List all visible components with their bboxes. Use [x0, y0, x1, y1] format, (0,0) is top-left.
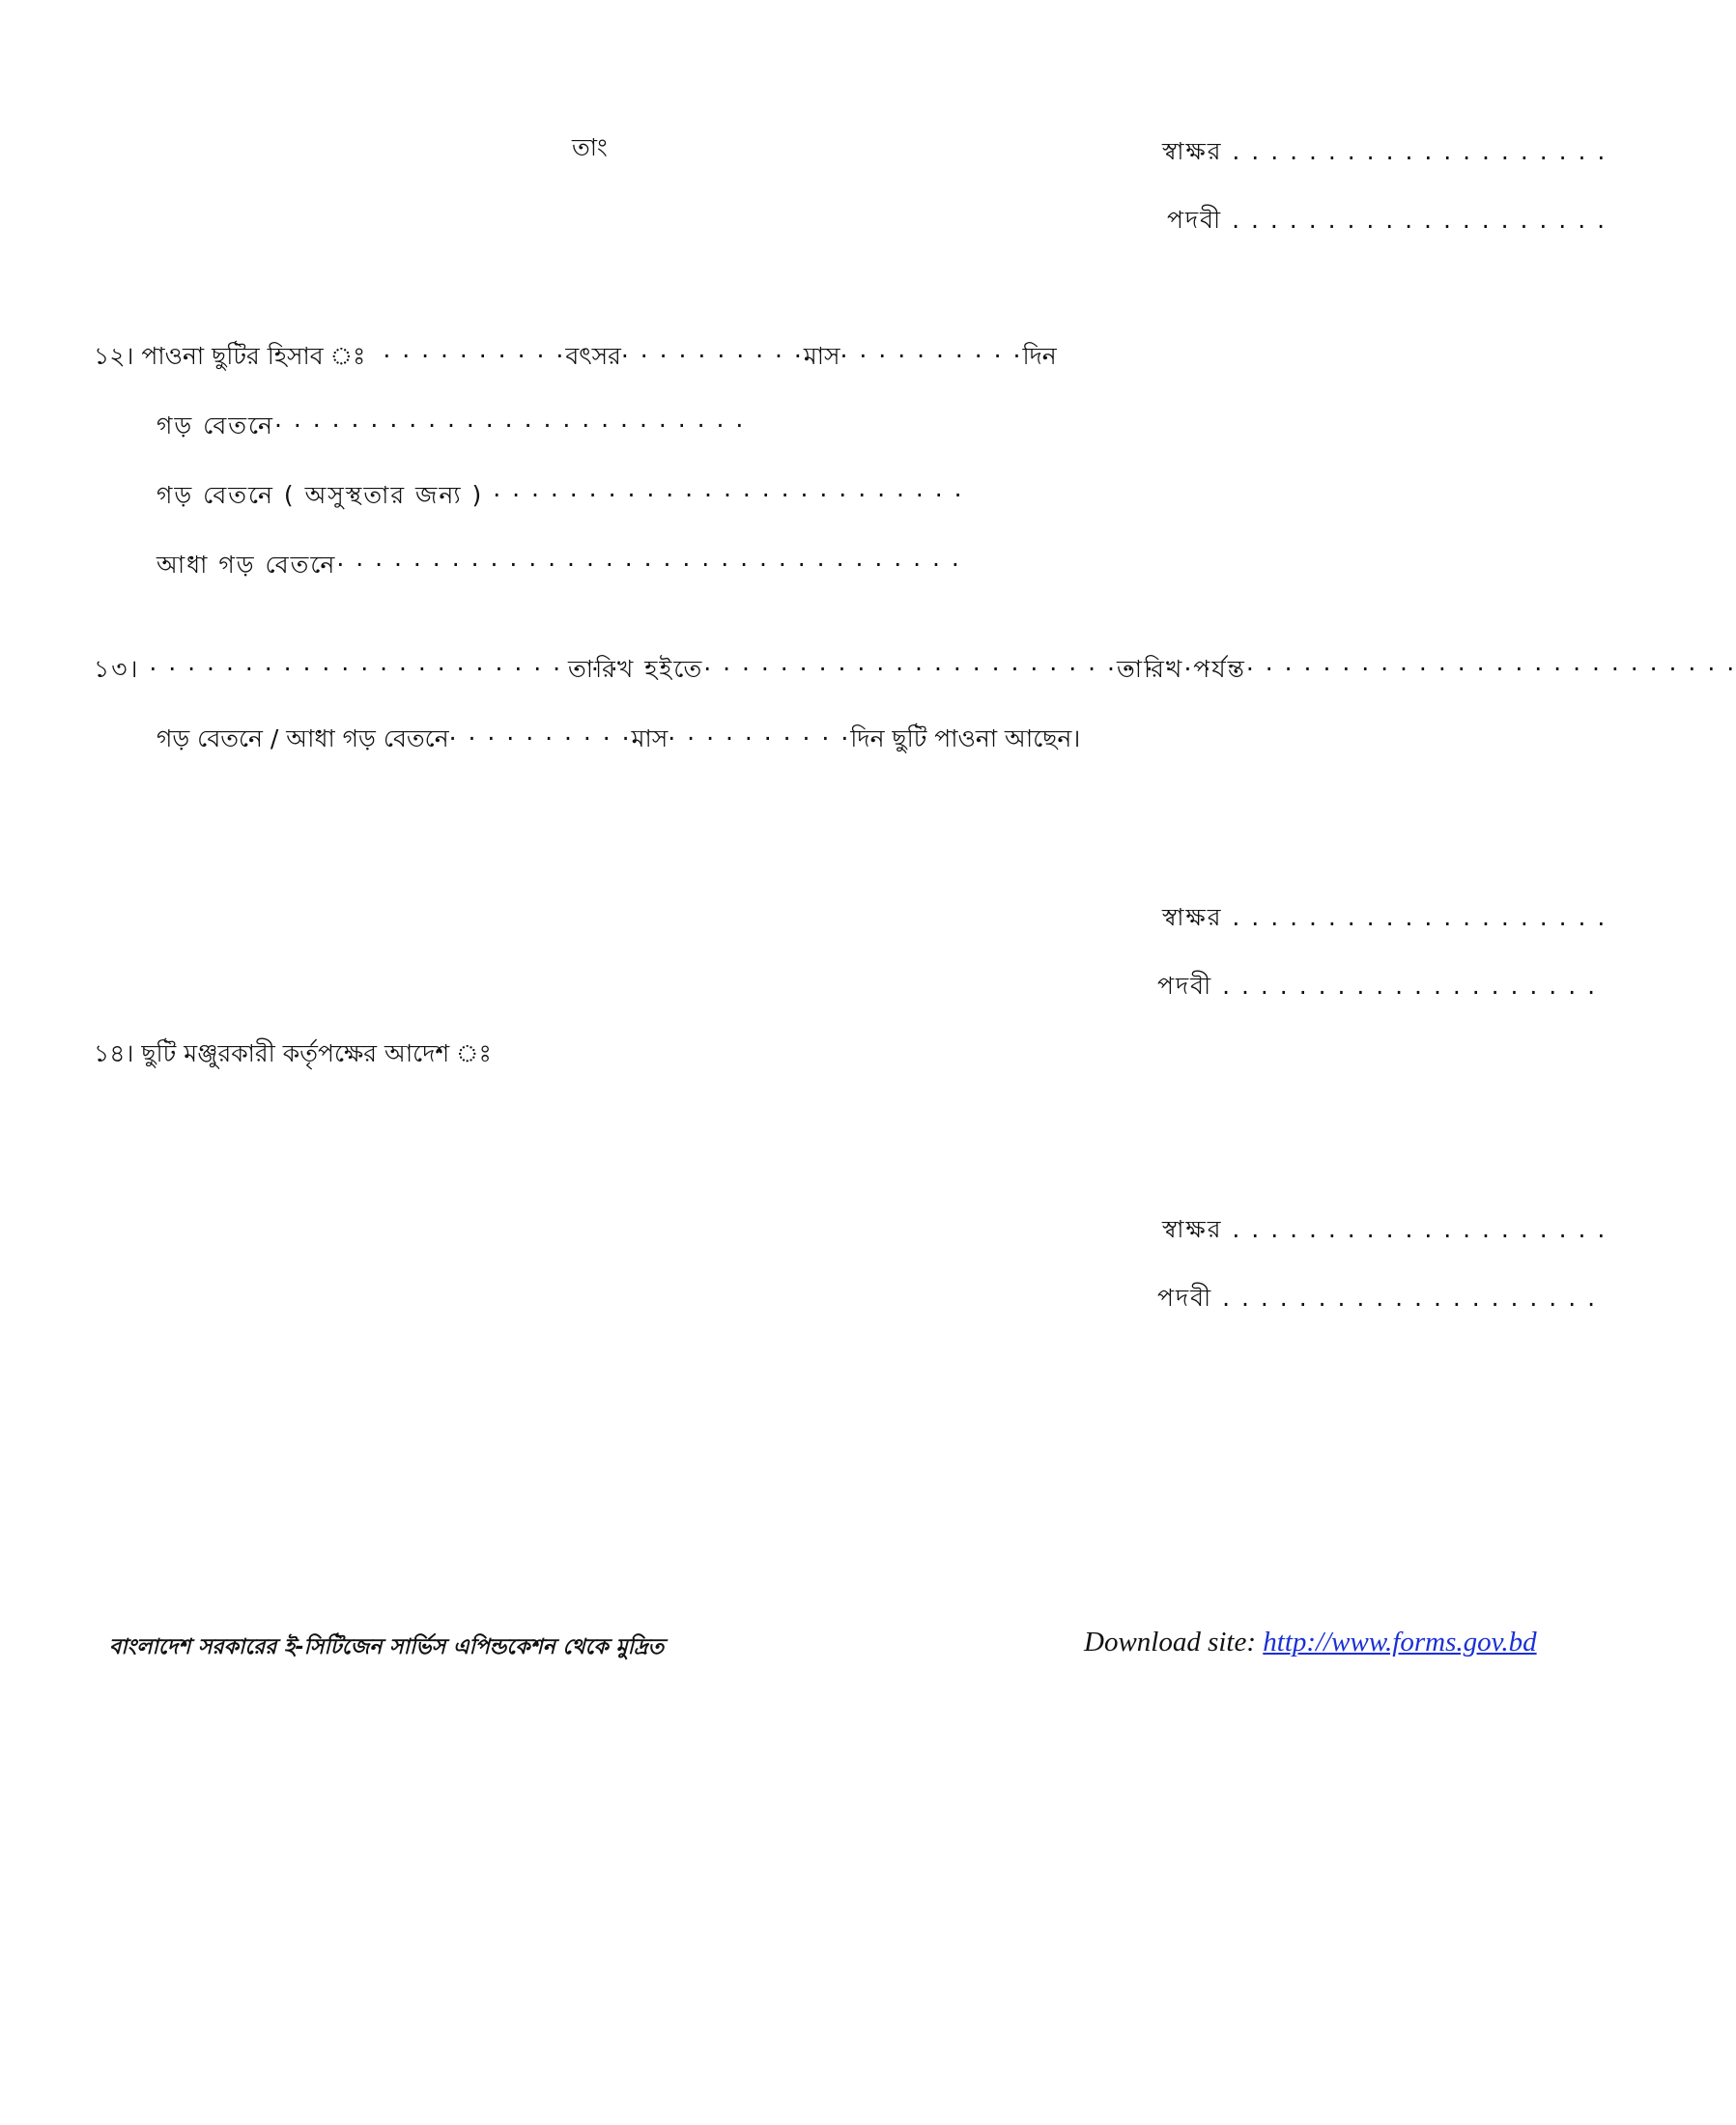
month-label-13: মাস: [631, 724, 669, 752]
signature-line-top: স্বাক্ষর . . . . . . . . . . . . . . . . . . . .: [1162, 137, 1608, 165]
footer-download: [1084, 1627, 1537, 1658]
month-dots-13: · · · · · · · · · ·: [448, 724, 632, 752]
section-12-prefix: ১২। পাওনা ছুটির হিসাব ঃ: [94, 342, 366, 370]
day-dots: · · · · · · · · · ·: [840, 342, 1023, 370]
designation-line-13: পদবী . . . . . . . . . . . . . . . . . . . .: [1157, 972, 1598, 1000]
date-label: তাং: [572, 133, 608, 161]
avg-pay-sick-line: গড় বেতনে ( অসুস্থতার জন্য ) · · · · · · · · · · · · · · · · · · · · · · · · ·: [157, 481, 964, 509]
section-13-to: তারিখ পর্যন্ত· · · · · · · · · · · · · · · · · · · · · · · · · ·: [1117, 655, 1736, 683]
download-link[interactable]: http://www.forms.gov.bd: [1263, 1627, 1537, 1658]
footer-printed-from: বাংলাদেশ সরকারের ই-সিটিজেন সার্ভিস এপিন্ডকেশন থেকে মুদ্রিত: [109, 1635, 665, 1659]
month-label: মাস: [803, 342, 840, 370]
section-13-from: তারিখ হইতে· · · · · · · · · · · · · · · · · · · · · · · · · · ·: [568, 655, 1213, 683]
pay-type-label: গড় বেতনে / আধা গড় বেতনে: [157, 724, 449, 752]
designation-line-top: পদবী . . . . . . . . . . . . . . . . . . . .: [1167, 206, 1608, 234]
day-dots-13: · · · · · · · · · ·: [668, 724, 851, 752]
download-label: Download site:: [1084, 1627, 1264, 1658]
designation-line-14: পদবী . . . . . . . . . . . . . . . . . . . .: [1157, 1284, 1598, 1312]
year-dots: · · · · · · · · · ·: [383, 342, 566, 370]
avg-pay-line: গড় বেতনে· · · · · · · · · · · · · · · · · · · · · · · · ·: [157, 411, 746, 439]
section-14-heading: ১৪। ছুটি মঞ্জুরকারী কর্তৃপক্ষের আদেশ ঃ: [94, 1039, 492, 1067]
section-13-line-2: [157, 722, 1080, 755]
half-avg-pay-line: আধা গড় বেতনে· · · · · · · · · · · · · · · · · · · · · · · · · · · · · · · · ·: [157, 551, 961, 579]
year-label: বৎসর: [565, 342, 621, 370]
day-label: দিন: [1022, 342, 1057, 370]
signature-line-13: স্বাক্ষর . . . . . . . . . . . . . . . . . . . .: [1162, 903, 1608, 931]
signature-line-14: স্বাক্ষর . . . . . . . . . . . . . . . . . . . .: [1162, 1215, 1608, 1243]
leave-due-text: দিন ছুটি পাওনা আছেন।: [850, 724, 1081, 752]
section-12-heading: [94, 340, 1057, 373]
section-13-prefix: ১৩। · · · · · · · · · · · · · · · · · · · · · · · · ·: [94, 655, 620, 683]
month-dots: · · · · · · · · · ·: [620, 342, 804, 370]
